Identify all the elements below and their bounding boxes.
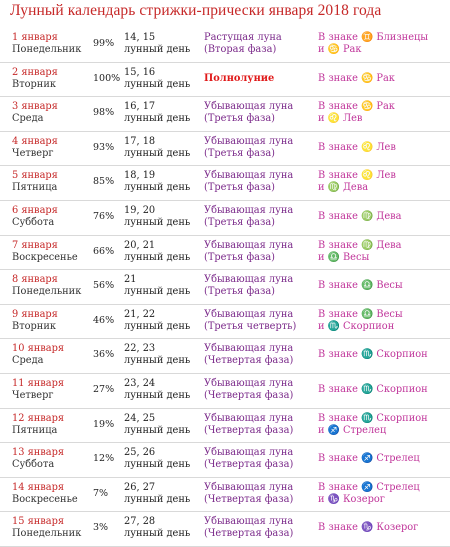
zodiac-sign-label: В знаке ♐ Стрелец: [318, 481, 420, 493]
table-row: [0, 409, 450, 444]
moon-phase-label: Убывающая луна: [204, 308, 294, 320]
lunar-days-value: 27, 28: [124, 516, 156, 528]
zodiac-sign-cell: [318, 309, 403, 333]
moon-phase-detail: (Четвертая фаза): [204, 355, 294, 367]
date-label: 11 января: [12, 377, 65, 389]
moon-phase-detail: (Четвертая фаза): [204, 424, 294, 436]
lunar-days-cell: [124, 274, 190, 298]
illumination-value: 99%: [93, 38, 115, 49]
moon-phase-detail: (Четвертая фаза): [204, 389, 294, 401]
date-cell: [12, 378, 64, 402]
table-row: [0, 443, 450, 478]
date-cell: [12, 136, 58, 160]
zodiac-sign-next: и ♍ Дева: [318, 182, 369, 194]
weekday-label: Суббота: [12, 216, 55, 228]
zodiac-sign-label: В знаке ♌ Лев: [318, 170, 396, 182]
table-row: [0, 28, 450, 63]
zodiac-sign-next: и ♑ Козерог: [318, 493, 385, 505]
lunar-days-cell: [124, 447, 190, 471]
weekday-label: Понедельник: [12, 44, 82, 55]
date-cell: [12, 413, 64, 437]
illumination-value: 93%: [93, 141, 115, 153]
moon-phase-label: Убывающая луна: [204, 170, 294, 182]
moon-phase-cell: [204, 73, 274, 85]
lunar-days-value: 16, 17: [124, 101, 156, 113]
lunar-days-cell: [124, 309, 190, 333]
zodiac-sign-cell: [318, 522, 418, 534]
date-cell: [12, 309, 58, 333]
illumination-value: 100%: [93, 72, 121, 84]
lunar-days-cell: [124, 413, 190, 437]
moon-phase-cell: [204, 205, 293, 229]
weekday-label: Пятница: [12, 182, 58, 194]
lunar-days-label: лунный день: [124, 355, 191, 367]
illumination-value: 12%: [93, 453, 115, 465]
date-cell: [12, 67, 58, 91]
zodiac-sign-next: и ♌ Лев: [318, 113, 363, 125]
moon-phase-label: Убывающая луна: [204, 516, 294, 528]
moon-phase-cell: [204, 378, 293, 402]
moon-phase-cell: [204, 170, 293, 194]
weekday-label: Понедельник: [12, 286, 82, 298]
date-cell: [12, 516, 81, 540]
zodiac-sign-cell: [318, 453, 420, 465]
lunar-days-label: лунный день: [124, 113, 191, 125]
moon-phase-detail: (Третья четверть): [204, 320, 297, 332]
moon-phase-detail: (Четвертая фаза): [204, 528, 294, 540]
illumination-value: 66%: [93, 245, 115, 257]
moon-phase-cell: [204, 274, 293, 298]
lunar-days-value: 20, 21: [124, 239, 156, 251]
table-row: [0, 478, 450, 513]
date-cell: [12, 240, 78, 264]
weekday-label: Среда: [12, 113, 44, 125]
zodiac-sign-label: В знаке ♊ Близнецы: [318, 32, 429, 43]
moon-phase-detail: (Третья фаза): [204, 216, 275, 228]
weekday-label: Вторник: [12, 320, 56, 332]
zodiac-sign-label: В знаке ♏ Скорпион: [318, 349, 428, 361]
illumination-value: 46%: [93, 314, 115, 326]
zodiac-sign-cell: [318, 32, 428, 56]
zodiac-sign-cell: [318, 73, 395, 85]
lunar-days-value: 21, 22: [124, 308, 156, 320]
lunar-days-cell: [124, 240, 190, 264]
moon-phase-cell: [204, 343, 293, 367]
zodiac-sign-next: и ♋ Рак: [318, 44, 362, 55]
table-row: [0, 97, 450, 132]
lunar-days-label: лунный день: [124, 286, 191, 298]
moon-phase-cell: [204, 516, 293, 540]
zodiac-sign-label: В знаке ♌ Лев: [318, 141, 396, 153]
zodiac-sign-cell: [318, 211, 402, 223]
lunar-days-value: 19, 20: [124, 204, 156, 216]
date-cell: [12, 170, 58, 194]
moon-phase-label: Убывающая луна: [204, 135, 294, 147]
moon-phase-label: Убывающая луна: [204, 204, 294, 216]
date-label: 13 января: [12, 447, 65, 459]
date-cell: [12, 205, 58, 229]
zodiac-sign-cell: [318, 349, 428, 361]
moon-phase-cell: [204, 309, 296, 333]
moon-phase-detail: (Третья фаза): [204, 113, 275, 125]
moon-phase-label: Убывающая луна: [204, 274, 294, 286]
moon-phase-cell: [204, 240, 293, 264]
lunar-days-value: 26, 27: [124, 481, 156, 493]
zodiac-sign-label: В знаке ♏ Скорпион: [318, 412, 428, 424]
lunar-days-cell: [124, 170, 190, 194]
lunar-days-cell: [124, 67, 190, 91]
table-row: [0, 339, 450, 374]
date-cell: [12, 343, 64, 367]
date-label: 15 января: [12, 516, 65, 528]
moon-phase-cell: [204, 136, 293, 160]
date-label: 2 января: [12, 66, 58, 78]
zodiac-sign-cell: [318, 142, 396, 154]
table-row: [0, 63, 450, 98]
zodiac-sign-label: В знаке ♋ Рак: [318, 101, 395, 113]
lunar-days-value: 18, 19: [124, 170, 156, 182]
date-label: 14 января: [12, 481, 65, 493]
moon-phase-cell: [204, 101, 293, 125]
zodiac-sign-label: В знаке ♋ Рак: [318, 72, 395, 84]
lunar-days-cell: [124, 32, 190, 56]
zodiac-sign-label: В знаке ♏ Скорпион: [318, 383, 428, 395]
lunar-days-label: лунный день: [124, 389, 191, 401]
moon-phase-label: Убывающая луна: [204, 239, 294, 251]
illumination-value: 36%: [93, 349, 115, 361]
lunar-days-label: лунный день: [124, 216, 191, 228]
weekday-label: Вторник: [12, 78, 56, 90]
lunar-days-value: 23, 24: [124, 377, 156, 389]
lunar-days-label: лунный день: [124, 528, 191, 540]
moon-phase-detail: (Третья фаза): [204, 251, 275, 263]
page-title: Лунный календарь стрижки-прически января 2018 года: [10, 2, 382, 19]
illumination-value: 98%: [93, 107, 115, 119]
date-cell: [12, 447, 64, 471]
lunar-days-label: лунный день: [124, 251, 191, 263]
zodiac-sign-cell: [318, 280, 403, 292]
moon-phase-detail: (Вторая фаза): [204, 44, 277, 55]
moon-phase-detail: (Четвертая фаза): [204, 493, 294, 505]
illumination-value: 7%: [93, 487, 109, 499]
date-label: 3 января: [12, 101, 58, 113]
date-cell: [12, 482, 78, 506]
weekday-label: Понедельник: [12, 528, 82, 540]
table-row: [0, 236, 450, 271]
table-row: [0, 132, 450, 167]
zodiac-sign-next: и ♏ Скорпион: [318, 320, 395, 332]
zodiac-sign-label: В знаке ♎ Весы: [318, 280, 403, 292]
zodiac-sign-cell: [318, 101, 395, 125]
moon-phase-label: Убывающая луна: [204, 343, 294, 355]
lunar-days-label: лунный день: [124, 424, 191, 436]
date-label: 10 января: [12, 343, 65, 355]
moon-phase-label: Полнолуние: [204, 72, 275, 84]
lunar-days-cell: [124, 136, 190, 160]
moon-phase-detail: (Третья фаза): [204, 147, 275, 159]
lunar-days-value: 15, 16: [124, 66, 156, 78]
weekday-label: Четверг: [12, 389, 54, 401]
illumination-value: 27%: [93, 383, 115, 395]
lunar-days-label: лунный день: [124, 493, 191, 505]
zodiac-sign-label: В знаке ♍ Дева: [318, 210, 402, 222]
date-label: 5 января: [12, 170, 58, 182]
date-cell: [12, 101, 58, 125]
date-cell: [12, 274, 81, 298]
zodiac-sign-cell: [318, 482, 420, 506]
table-row: [0, 270, 450, 305]
table-row: [0, 201, 450, 236]
lunar-days-value: 14, 15: [124, 32, 156, 43]
zodiac-sign-label: В знаке ♑ Козерог: [318, 522, 419, 534]
lunar-days-cell: [124, 516, 190, 540]
moon-phase-label: Убывающая луна: [204, 447, 294, 459]
weekday-label: Пятница: [12, 424, 58, 436]
moon-phase-label: Убывающая луна: [204, 481, 294, 493]
moon-phase-cell: [204, 32, 282, 56]
weekday-label: Воскресенье: [12, 251, 78, 263]
table-row: [0, 166, 450, 201]
calendar-table: [0, 28, 450, 547]
table-row: [0, 374, 450, 409]
illumination-value: 76%: [93, 210, 115, 222]
lunar-days-cell: [124, 205, 190, 229]
lunar-days-label: лунный день: [124, 44, 191, 55]
lunar-days-label: лунный день: [124, 320, 191, 332]
lunar-days-value: 17, 18: [124, 135, 156, 147]
illumination-value: 19%: [93, 418, 115, 430]
moon-phase-label: Растущая луна: [204, 32, 282, 43]
table-row: [0, 305, 450, 340]
date-label: 8 января: [12, 274, 58, 286]
moon-phase-cell: [204, 447, 293, 471]
moon-phase-cell: [204, 413, 293, 437]
weekday-label: Воскресенье: [12, 493, 78, 505]
lunar-days-value: 25, 26: [124, 447, 156, 459]
weekday-label: Четверг: [12, 147, 54, 159]
zodiac-sign-label: В знаке ♎ Весы: [318, 308, 403, 320]
date-label: 9 января: [12, 308, 58, 320]
lunar-days-label: лунный день: [124, 459, 191, 471]
moon-phase-label: Убывающая луна: [204, 101, 294, 113]
lunar-days-cell: [124, 378, 190, 402]
lunar-days-cell: [124, 482, 190, 506]
lunar-days-label: лунный день: [124, 78, 191, 90]
moon-phase-label: Убывающая луна: [204, 377, 294, 389]
moon-phase-label: Убывающая луна: [204, 412, 294, 424]
zodiac-sign-cell: [318, 240, 402, 264]
moon-phase-detail: (Четвертая фаза): [204, 459, 294, 471]
date-label: 1 января: [12, 32, 58, 43]
zodiac-sign-label: В знаке ♍ Дева: [318, 239, 402, 251]
moon-phase-detail: (Третья фаза): [204, 182, 275, 194]
zodiac-sign-cell: [318, 413, 428, 437]
weekday-label: Среда: [12, 355, 44, 367]
lunar-days-value: 24, 25: [124, 412, 156, 424]
table-row: [0, 512, 450, 547]
lunar-days-value: 21: [124, 274, 137, 286]
moon-phase-cell: [204, 482, 293, 506]
illumination-value: 3%: [93, 522, 109, 534]
lunar-days-label: лунный день: [124, 147, 191, 159]
zodiac-sign-label: В знаке ♐ Стрелец: [318, 453, 420, 465]
date-label: 4 января: [12, 135, 58, 147]
date-cell: [12, 32, 81, 56]
date-label: 7 января: [12, 239, 58, 251]
lunar-days-cell: [124, 101, 190, 125]
illumination-value: 56%: [93, 280, 115, 292]
zodiac-sign-next: и ♐ Стрелец: [318, 424, 387, 436]
date-label: 6 января: [12, 204, 58, 216]
zodiac-sign-next: и ♎ Весы: [318, 251, 370, 263]
weekday-label: Суббота: [12, 459, 55, 471]
lunar-days-value: 22, 23: [124, 343, 156, 355]
date-label: 12 января: [12, 412, 65, 424]
zodiac-sign-cell: [318, 170, 396, 194]
lunar-days-label: лунный день: [124, 182, 191, 194]
moon-phase-detail: (Третья фаза): [204, 286, 275, 298]
lunar-days-cell: [124, 343, 190, 367]
illumination-value: 85%: [93, 176, 115, 188]
zodiac-sign-cell: [318, 384, 428, 396]
